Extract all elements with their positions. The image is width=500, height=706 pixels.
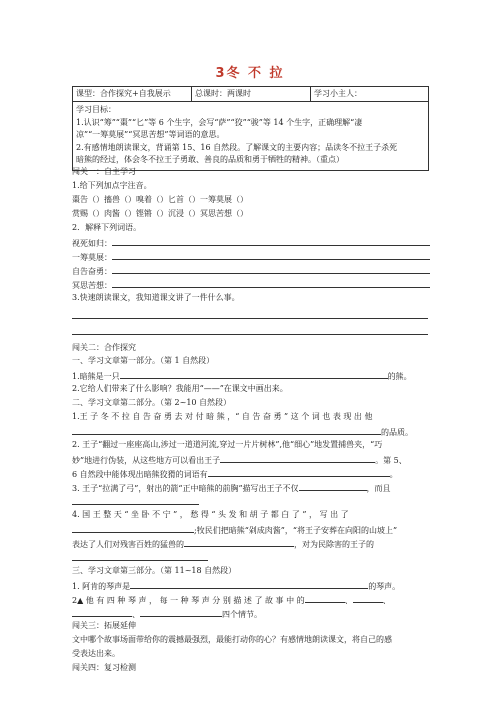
part-3-q2-blank-1[interactable] bbox=[305, 593, 345, 603]
word-1-answer-field[interactable] bbox=[112, 236, 430, 246]
part-2-q2-blank-1[interactable] bbox=[220, 453, 375, 463]
part-2-q2-blank-2[interactable] bbox=[208, 467, 390, 477]
lesson-info-table bbox=[72, 86, 429, 171]
part-3-q1-blank[interactable] bbox=[130, 579, 368, 589]
part-2-q2-text: 妙”地进行伪装，从这些地方可以看出王子 bbox=[72, 456, 221, 465]
word-3-label: 自告奋勇： bbox=[72, 267, 112, 276]
part-2-q4-blank-3[interactable] bbox=[72, 560, 208, 561]
course-type-cell: 课型：合作探究+自我展示 bbox=[73, 87, 192, 101]
part-3-q2-sep-2: 、 bbox=[382, 596, 391, 605]
part-2-q1-line-2 bbox=[72, 425, 432, 439]
answer-line[interactable] bbox=[72, 318, 428, 319]
part-2-q1-tail: 的品质。 bbox=[381, 428, 413, 437]
section-4-heading: 闯关四：复习检测 bbox=[72, 663, 136, 672]
part-3-q2-blank-4[interactable] bbox=[140, 607, 222, 617]
word-3-answer-field[interactable] bbox=[112, 264, 430, 274]
part-2-q2-text-3: 6 自然段中能体现出暗熊狡猾的词语有 bbox=[72, 470, 208, 479]
part-2-q2-text-4: 。 bbox=[389, 470, 398, 479]
part-1-q1 bbox=[72, 369, 432, 383]
goal-2-line-1: 2.有感情地朗读课文，背诵第 15、16 自然段。了解课文的主要内容；品读冬不拉王子杀死 bbox=[76, 142, 398, 152]
part-3-q2-tail: 四个情节。 bbox=[222, 610, 262, 619]
part-2-q3-text-2: ，而且 bbox=[366, 484, 391, 493]
part-1-q1-tail: 的熊。 bbox=[387, 372, 412, 381]
part-3-heading: 三、学习文章第三部分。（第 11~18 自然段） bbox=[72, 566, 237, 575]
part-2-q1-line-1: 1.王 子 冬 不 拉 自 告 奋 勇 去 对 付 暗 熊 ，“ 自 告 奋 勇 ” 这 个 词 也 表 现 出 他 bbox=[72, 412, 373, 421]
part-2-q4-line-1: 4. 国 王 整 天 “ 坐 卧 不 宁 ” ， 愁 得 “ 头 发 和 胡 子 都 白 了 ” ， 写 出 了 bbox=[72, 510, 349, 519]
part-2-q3-blank-2[interactable] bbox=[72, 504, 199, 505]
part-3-q2-line-2 bbox=[72, 607, 432, 621]
part-1-heading: 一、学习文章第一部分。（第 1 自然段） bbox=[72, 356, 215, 365]
goal-2-line-2: 暗熊的经过，体会冬不拉王子勇敢、善良的品质和勇于牺牲的精神。（重点） bbox=[76, 155, 344, 164]
goal-1-line-1: 1.认识“筹”“棗”“匕”等 6 个生字，会写“萨”“狡”“骏”等 14 个生字，正确理解“凄 bbox=[76, 117, 363, 127]
total-hours-cell: 总课时：两课时 bbox=[192, 87, 311, 101]
learning-goals bbox=[73, 102, 428, 170]
word-2-label: 一筹莫展： bbox=[72, 253, 112, 262]
s1-question-3: 3.快速朗读课文，我知道课文讲了一件什么事。 bbox=[72, 293, 240, 302]
part-2-q4-line-3 bbox=[72, 537, 432, 551]
part-1-q1-text: 1.暗熊是一只 bbox=[72, 372, 120, 381]
part-3-q2-sep-1: 、 bbox=[344, 596, 353, 605]
section-1-heading: 闯关一：自主学习 bbox=[72, 167, 136, 176]
part-2-q2-line-1: 2. 王子“翻过一座座高山,涉过一道道河流,穿过一片片树林”,他“细心”地发置捕兽夹，“巧 bbox=[72, 440, 383, 449]
part-2-q3-line-1 bbox=[72, 481, 432, 495]
part-2-q4-text: ;牧民们把暗熊“剁成肉酱”，“将王子安葬在向阳的山坡上” bbox=[194, 526, 398, 535]
section-3-text-line-2: 受表达出来。 bbox=[72, 649, 120, 658]
answer-line[interactable] bbox=[72, 334, 428, 335]
word-4-answer-field[interactable] bbox=[112, 278, 430, 288]
part-2-q3-text: 3. 王子“拉满了弓”，射出的箭“正中暗熊的前胸”描写出王子不仅 bbox=[72, 484, 299, 493]
pinyin-row-1: 棗告（）搐兽（）嗅着（）匕首（）一筹莫展（） bbox=[72, 195, 248, 204]
part-3-q2-text: 2▲ 他 有 四 种 琴 声 ， 每 一 种 琴 声 分 别 描 述 了 故 事 中 的 bbox=[72, 596, 305, 605]
section-3-text-line-1: 文中哪个故事场面带给你的震撼最强烈，最能打动你的心？有感情地朗读课文，将自己的感 bbox=[72, 635, 392, 644]
part-3-q2-blank-3[interactable] bbox=[72, 607, 132, 617]
part-3-q1 bbox=[72, 579, 432, 593]
word-3 bbox=[72, 264, 432, 278]
word-2-answer-field[interactable] bbox=[112, 250, 430, 260]
lesson-title: 3冬 不 拉 bbox=[215, 66, 285, 81]
word-4 bbox=[72, 278, 432, 292]
part-3-q1-text: 1. 阿肯的琴声是 bbox=[72, 582, 131, 591]
word-2 bbox=[72, 250, 432, 264]
part-2-q1-blank[interactable] bbox=[72, 425, 381, 435]
goals-heading: 学习目标： bbox=[76, 105, 116, 114]
word-1-label: 视死如归： bbox=[72, 239, 112, 248]
owner-cell: 学习小主人： bbox=[314, 89, 362, 98]
s1-question-1: 1.给下列加点字注音。 bbox=[72, 181, 152, 190]
part-2-q4-text-2: 表达了人们对残害百姓的猛兽的 bbox=[72, 540, 184, 549]
part-2-heading: 二、学习文章第二部分。（第 2~10 自然段） bbox=[72, 398, 232, 407]
part-2-q4-text-3: ，对为民除害的王子的 bbox=[294, 540, 374, 549]
pinyin-row-2: 赏赐（）肉酱（）铿锵（）沉浸（）冥思苦想（） bbox=[72, 209, 248, 218]
table-header-row bbox=[73, 87, 428, 102]
part-2-q4-blank-1[interactable] bbox=[72, 523, 194, 533]
part-2-q4-blank-2[interactable] bbox=[184, 537, 294, 547]
part-2-q4-line-2 bbox=[72, 523, 432, 537]
goal-1-line-2: 凉”“一筹莫展”“冥思苦想”等词语的意思。 bbox=[76, 130, 225, 139]
part-3-q1-tail: 的琴声。 bbox=[368, 582, 401, 591]
part-2-q2-text-2: 。第 5、 bbox=[375, 456, 407, 465]
word-1 bbox=[72, 236, 432, 250]
part-3-q2-blank-2[interactable] bbox=[353, 593, 383, 603]
section-3-heading: 闯关三：拓展延伸 bbox=[72, 621, 136, 630]
s1-question-2: 2．解释下列词语。 bbox=[72, 223, 142, 232]
part-3-q2-sep-3: 、 bbox=[132, 610, 140, 619]
part-2-q2-line-3 bbox=[72, 467, 432, 481]
part-2-q3-blank-1[interactable] bbox=[299, 481, 367, 491]
part-3-q2-line-1 bbox=[72, 593, 432, 607]
part-1-q2: 2.它给人们带来了什么影响？我能用“——”在课文中画出来。 bbox=[72, 384, 288, 393]
section-2-heading: 闯关二：合作探究 bbox=[72, 343, 136, 352]
part-2-q2-line-2 bbox=[72, 453, 432, 467]
word-4-label: 冥思苦想： bbox=[72, 281, 112, 290]
part-1-q1-blank[interactable] bbox=[120, 369, 388, 379]
